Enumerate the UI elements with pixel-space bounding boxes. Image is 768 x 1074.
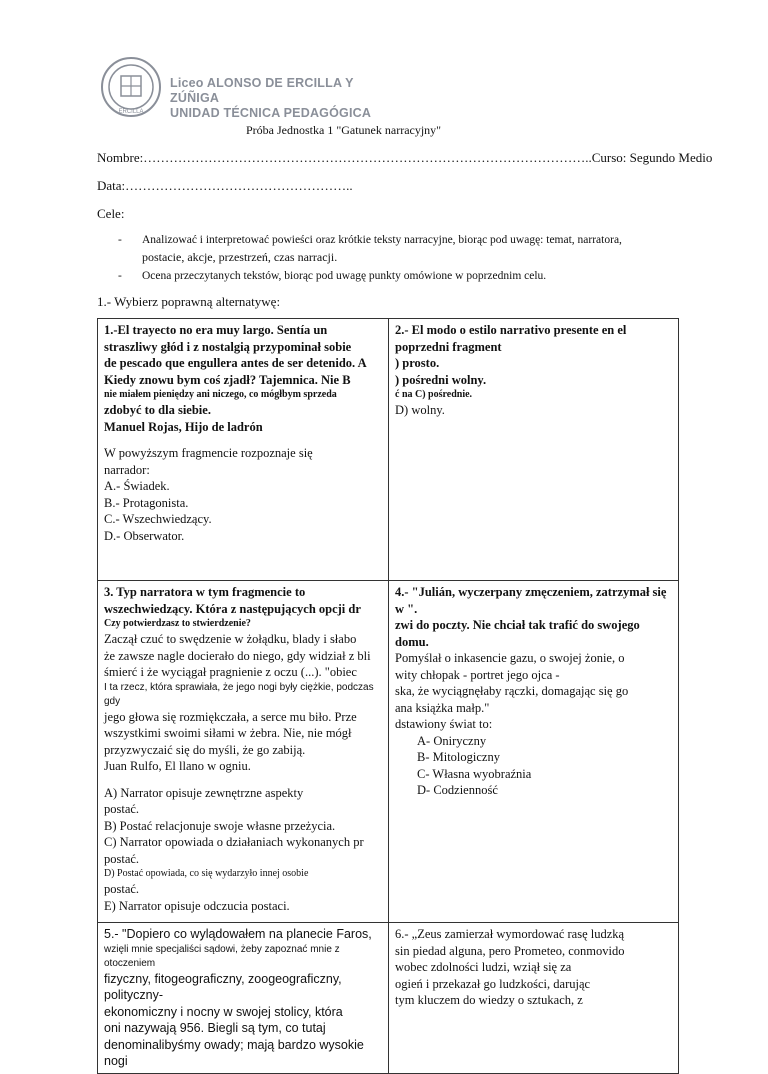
goal-item — [118, 232, 678, 266]
school-name-block — [170, 76, 400, 121]
question-3-cell — [98, 581, 389, 923]
q3-option-c[interactable]: C) Narrator opowiada o działaniach wykonanych pr — [104, 835, 364, 849]
q4-line: wity chłopak - portret jego ojca - — [395, 667, 560, 682]
instruction: 1.- Wybierz poprawną alternatywę: — [97, 294, 281, 309]
q4-line: zwi do poczty. Nie chciał tak trafić do swojego domu. — [395, 618, 640, 649]
q4-line: ana książka małp." — [395, 700, 490, 715]
name-field[interactable]: Nombre:…………………………………………………………………………………………..Curso: Segundo Medio — [97, 150, 713, 165]
q5-line: ekonomiczny i nocny w swojej stolicy, która — [104, 1004, 343, 1019]
q3-line: Czy potwierdzasz to stwierdzenie? — [104, 618, 251, 629]
q3-line: wszystkimi swoimi siłami w żebra. Nie, nie mógł — [104, 726, 352, 740]
q5-line: oni nazywają 956. Biegli są tym, co tutaj — [104, 1021, 326, 1035]
q3-line: wszechwiedzący. Która z następujących opcji dr — [104, 601, 361, 616]
question-1-cell — [98, 319, 389, 581]
questions-table — [97, 318, 679, 1074]
q1-line: 1.-El trayecto no era muy largo. Sentía un — [104, 323, 328, 337]
q6-line: 6.- „Zeus zamierzał wymordować rasę ludzką — [395, 927, 625, 941]
question-5-cell — [98, 923, 389, 1074]
q1-line: zdobyć to dla siebie. — [104, 403, 211, 417]
q3-option-d[interactable]: D) Postać opowiada, co się wydarzyło innej osobie — [104, 868, 309, 879]
q3-option-e[interactable]: E) Narrator opisuje odczucia postaci. — [104, 898, 290, 913]
q3-option-c-cont: postać. — [104, 851, 140, 866]
q2-line: ) prosto. — [395, 356, 440, 370]
q2-line: ) pośredni wolny. — [395, 372, 487, 387]
q2-line: ć na C) pośrednie. — [395, 389, 473, 400]
q5-line: fizyczny, fitogeograficzny, zoogeograficzny, polityczny- — [104, 971, 342, 1002]
q3-option-a-cont: postać. — [104, 802, 140, 816]
q4-options — [395, 733, 672, 799]
question-6-cell — [389, 923, 679, 1074]
school-unit: UNIDAD TÉCNICA PEDAGÓGICA — [170, 106, 372, 120]
goal-text: Ocena przeczytanych tekstów, biorąc pod uwagę punkty omówione w poprzednim celu. — [142, 270, 547, 282]
q1-source: Manuel Rojas, Hijo de ladrón — [104, 419, 263, 434]
date-field[interactable]: Data:…………………………………………….. — [97, 178, 353, 193]
goal-text-continued: postacie, akcje, przestrzeń, czas narracji. — [142, 250, 338, 264]
q1-option-a[interactable]: A.- Świadek. — [104, 479, 170, 493]
q4-option-d[interactable]: D- Codzienność — [417, 783, 498, 797]
school-seal-icon — [100, 56, 162, 118]
q1-option-b[interactable]: B.- Protagonista. — [104, 495, 189, 510]
test-title: Próba Jednostka 1 "Gatunek narracyjny" — [246, 123, 442, 137]
q6-line: ogień i przekazał go ludzkości, darując — [395, 976, 591, 991]
q2-line: poprzedni fragment — [395, 339, 502, 354]
q4-option-c[interactable]: C- Własna wyobraźnia — [417, 766, 532, 781]
q1-prompt: W powyższym fragmencie rozpoznaje się — [104, 446, 313, 460]
q2-option-d[interactable]: D) wolny. — [395, 403, 445, 417]
q4-option-b[interactable]: B- Mitologiczny — [417, 750, 500, 764]
seal-text: ERCILLA — [118, 109, 144, 115]
q4-line: 4.- "Julián, wyczerpany zmęczeniem, zatrzymał się w ". — [395, 585, 667, 616]
q3-line: I ta rzecz, która sprawiała, że jego nogi były ciężkie, podczas gdy — [104, 681, 374, 707]
q4-line: Pomyślał o inkasencie gazu, o swojej żonie, o — [395, 651, 625, 665]
q6-line: tym kluczem do wiedzy o sztukach, z — [395, 993, 583, 1007]
q3-option-b[interactable]: B) Postać relacjonuje swoje własne przeżycia. — [104, 818, 336, 833]
q1-line: de pescado que engullera antes de ser detenido. A — [104, 356, 367, 370]
school-name: Liceo ALONSO DE ERCILLA Y ZÚÑIGA — [170, 76, 354, 105]
q1-option-c[interactable]: C.- Wszechwiedzący. — [104, 512, 212, 526]
q2-line: 2.- El modo o estilo narrativo presente en el — [395, 323, 627, 337]
q4-line: dstawiony świat to: — [395, 717, 493, 731]
goals-label: Cele: — [97, 206, 125, 221]
q6-line: sin piedad alguna, pero Prometeo, conmovido — [395, 943, 625, 958]
goals-list — [118, 232, 678, 287]
question-2-cell — [389, 319, 679, 581]
q4-line: ska, że wyciągnęłaby rączki, domagając się go — [395, 684, 629, 698]
q1-line: straszliwy głód i z nostalgią przypominał sobie — [104, 339, 352, 354]
q3-line: śmierć i że wyciągał pragnienie z oczu (...). "obiec — [104, 665, 357, 679]
q3-line: jego głowa się rozmiękczała, a serce mu biło. Prze — [104, 709, 357, 724]
q3-source: Juan Rulfo, El llano w ogniu. — [104, 759, 251, 773]
question-4-cell — [389, 581, 679, 923]
q1-line: Kiedy znowu bym coś zjadł? Tajemnica. Nie B — [104, 372, 351, 387]
q3-line: przyzwyczaić się do myśli, że go zabiją. — [104, 742, 306, 757]
goal-text: Analizować i interpretować powieści oraz krótkie teksty narracyjne, biorąc pod uwagę: temat, narratora, — [142, 234, 622, 246]
q3-option-a[interactable]: A) Narrator opisuje zewnętrzne aspekty — [104, 785, 304, 800]
q5-line: denominalibyśmy owady; mają bardzo wysokie nogi — [104, 1037, 364, 1068]
q1-prompt: narrador: — [104, 462, 150, 477]
school-logo — [100, 56, 400, 122]
q3-line: Zaczął czuć to swędzenie w żołądku, blady i słabo — [104, 632, 357, 646]
q4-option-a[interactable]: A- Oniryczny — [417, 733, 487, 748]
q3-line: że zawsze nagle docierało do niego, gdy widział z bli — [104, 648, 371, 663]
q1-line: nie miałem pieniędzy ani niczego, co mógłbym sprzeda — [104, 389, 337, 400]
q3-option-d-cont: postać. — [104, 882, 140, 896]
q3-line: 3. Typ narratora w tym fragmencie to — [104, 585, 306, 599]
goal-item — [118, 268, 678, 285]
q5-line: wzięli mnie specjaliści sądowi, żeby zapoznać mnie z otoczeniem — [104, 943, 340, 969]
q1-option-d[interactable]: D.- Obserwator. — [104, 528, 185, 543]
q5-line: 5.- "Dopiero co wylądowałem na planecie Faros, — [104, 927, 372, 941]
q6-line: wobec zdolności ludzi, wziął się za — [395, 960, 572, 974]
